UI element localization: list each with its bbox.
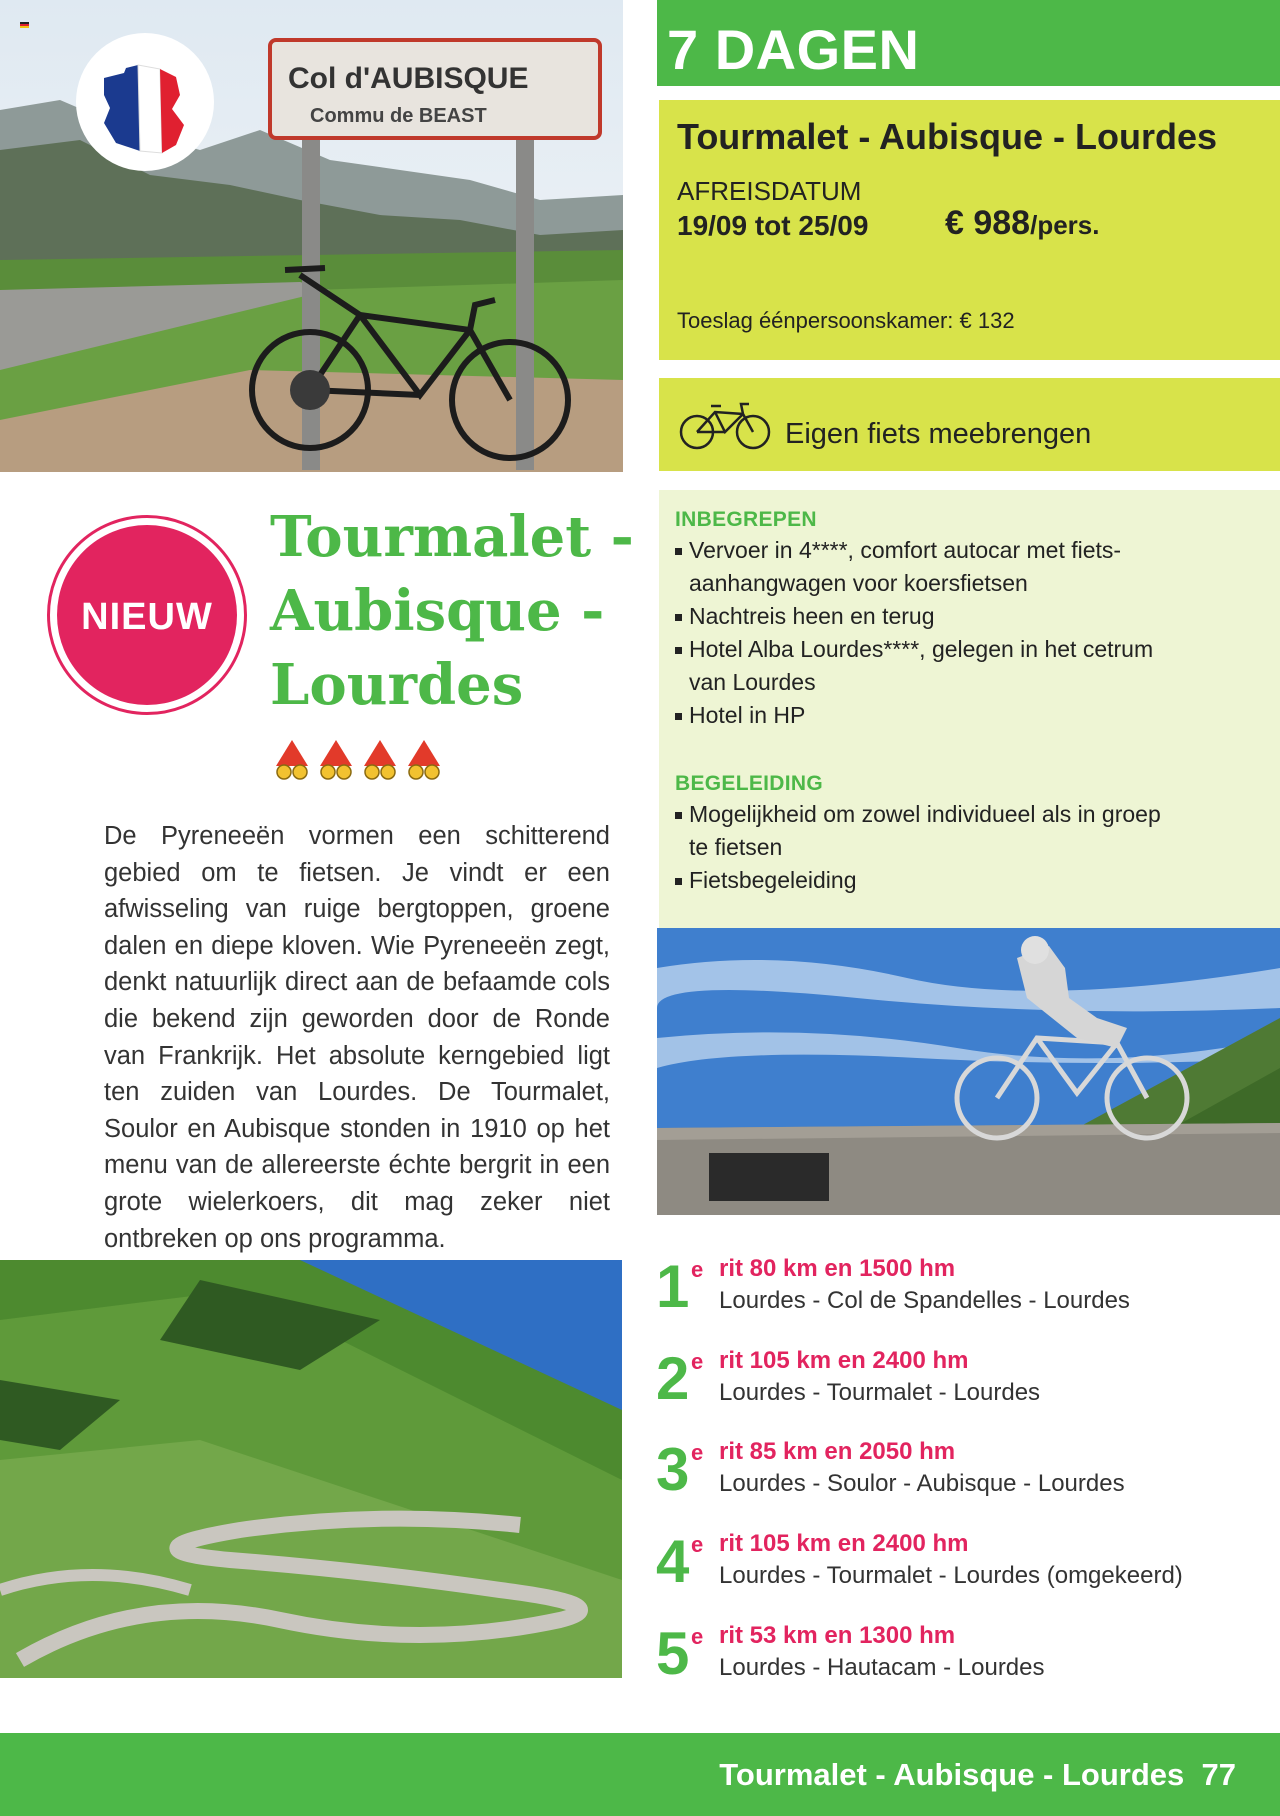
new-badge [47,515,247,715]
page-number: 77 [1201,1757,1236,1792]
page-title [270,500,650,722]
departure-dates: 19/09 tot 25/09 [677,210,869,241]
list-item: Vervoer in 4****, comfort autocar met fiets- [675,534,1265,567]
included-box [659,490,1280,928]
bike-box [659,378,1280,471]
footer-title: Tourmalet - Aubisque - Lourdes [719,1757,1185,1792]
stage-distance: rit 85 km en 2050 hm [719,1438,956,1465]
corner-flag-mark [20,22,29,28]
stage-route: Lourdes - Soulor - Aubisque - Lourdes [719,1470,1125,1497]
stage-number: 2 [656,1345,690,1412]
bike-label: Eigen fiets meebrengen [785,418,1092,450]
stage-number: 4 [656,1528,690,1595]
stage-number: 5 [656,1620,690,1687]
list-item: Hotel Alba Lourdes****, gelegen in het cetrum [675,633,1265,666]
guidance-list [675,798,1265,897]
title-line: Aubisque - [270,578,605,644]
days-label: 7 DAGEN [667,18,920,81]
stage-1 [656,1253,1256,1333]
list-item: Hotel in HP [675,699,1265,732]
stage-number: 3 [656,1436,690,1503]
stage-suffix: e [691,1624,704,1649]
stage-suffix: e [691,1349,704,1374]
stage-5 [656,1620,1256,1700]
new-badge-label: NIEUW [81,596,213,638]
title-line: Lourdes [270,652,524,718]
france-map-icon [76,33,214,171]
trip-info-box [659,100,1280,360]
sign-text-top: Col d'AUBISQUE [288,62,529,95]
stage-4 [656,1528,1256,1608]
stage-distance: rit 80 km en 1500 hm [719,1255,956,1282]
single-supplement: Toeslag éénpersoonskamer: € 132 [677,308,1015,333]
stage-route: Lourdes - Hautacam - Lourdes [719,1654,1045,1681]
difficulty-rating [272,736,452,784]
photo-mountain-road [0,1260,622,1678]
france-flag-emblem [76,33,214,171]
difficulty-mountain-icon [320,740,352,779]
bicycle-icon [677,396,773,452]
difficulty-mountain-icon [364,740,396,779]
price [945,204,1099,243]
stage-distance: rit 53 km en 1300 hm [719,1622,956,1649]
list-item: Mogelijkheid om zowel individueel als in groep [675,798,1265,831]
included-heading: INBEGREPEN [675,508,817,531]
stage-3 [656,1436,1256,1516]
stage-number: 1 [656,1253,690,1320]
stage-distance: rit 105 km en 2400 hm [719,1347,969,1374]
list-item: Fietsbegeleiding [675,864,1265,897]
footer-text [719,1757,1236,1793]
intro-text: De Pyreneeën vormen een schitterend gebied om te fietsen. Je vindt er een afwisseling van ruige bergtoppen, groene dalen en diepe kloven. Wie Pyreneeën zegt, denkt natuurlijk direct aan de befaamde cols die bekend zijn geworden door de Ronde van Frankrijk. Het absolute kerngebied ligt ten zuiden van Lourdes. De Tourmalet, Soulor en Aubisque stonden in 1910 op het menu van de allereerste échte bergrit in een grote wielerkoers, dit mag zeker niet ontbreken op ons programma. [104,822,610,1253]
difficulty-mountain-icon [408,740,440,779]
stage-suffix: e [691,1532,704,1557]
trip-title: Tourmalet - Aubisque - Lourdes [677,116,1218,157]
list-item: van Lourdes [689,669,816,695]
difficulty-mountain-icon [276,740,308,779]
stage-distance: rit 105 km en 2400 hm [719,1530,969,1557]
departure-label: AFREISDATUM [677,176,862,206]
title-line: Tourmalet - [270,504,634,570]
stage-route: Lourdes - Tourmalet - Lourdes [719,1379,1041,1406]
included-list [675,534,1265,732]
stage-route: Lourdes - Col de Spandelles - Lourdes [719,1287,1130,1314]
photo-cyclist-statue [657,928,1280,1215]
stage-suffix: e [691,1257,704,1282]
footer-bar [0,1733,1280,1816]
days-banner [657,0,1280,86]
list-item: Nachtreis heen en terug [675,600,1265,633]
stage-2 [656,1345,1256,1425]
list-item: aanhangwagen voor koersfietsen [689,570,1028,596]
stage-suffix: e [691,1440,704,1465]
stage-route: Lourdes - Tourmalet - Lourdes (omgekeerd) [719,1562,1183,1589]
sign-text-bottom: Commu de BEAST [310,105,487,127]
price-unit: /pers. [1030,210,1100,240]
guidance-heading: BEGELEIDING [675,772,823,795]
price-amount: € 988 [945,204,1031,242]
list-item: te fietsen [689,834,783,860]
